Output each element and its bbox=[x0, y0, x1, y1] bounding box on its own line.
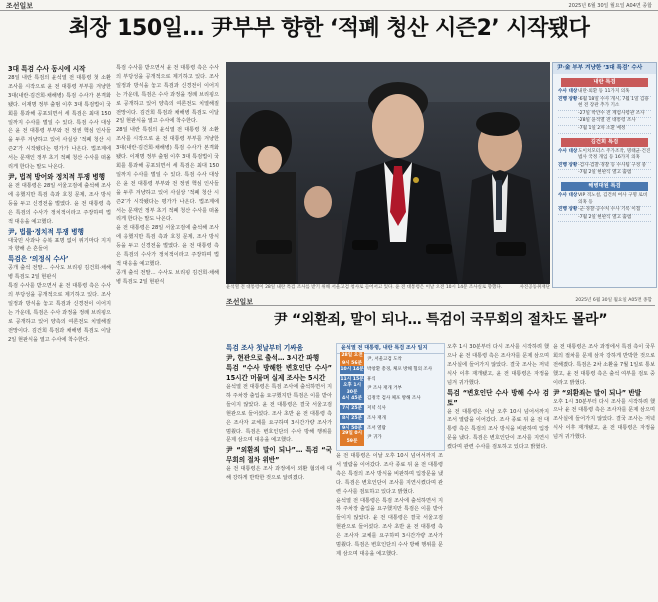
timeline-time: 11시 15분 bbox=[340, 376, 364, 382]
timeline-event: 尹, 서울고검 도착 bbox=[367, 357, 402, 362]
timeline-row bbox=[340, 405, 441, 413]
timeline-time: 8시 25분 bbox=[341, 415, 363, 421]
body-2: 윤 전 대통령은 28일 서울고검에 출석해 조사에 응했지만 특검 측과 호칭 문제, 조사 방식 등을 두고 신경전을 벌였다. 윤 전 대통령 측은 특검의 수사가 정치적이라고 주장하며 법적 대응을 예고했다. bbox=[8, 182, 111, 225]
sidebox-row: 수사 대상 내란·외환 등 11가지 의혹 bbox=[558, 89, 651, 97]
left-column-2 bbox=[116, 64, 219, 596]
body-2-continued: 윤 전 대통령은 28일 서울고검에 출석해 조사에 응했지만 특검 측과 호칭 문제, 조사 방식 등을 두고 신경전을 벌였다. 윤 전 대통령 측은 특검의 수사가 정치적이라고 주장하며 법적 대응을 예고했다. bbox=[116, 225, 219, 267]
timeline-event: 박창환 총경, 체포 방해 혐의 조사 bbox=[367, 366, 433, 372]
timeline-row bbox=[340, 366, 441, 374]
subhead-3: 尹, 법률·정치적 투쟁 병행 bbox=[8, 227, 84, 236]
timeline-event: 尹 귀가 bbox=[367, 435, 382, 441]
sidebox-row: 수사 대상 VIP 격노설, 김건희 여사 구명 로비 의혹 등 bbox=[558, 193, 651, 207]
body-4: 공개 출석 전말… 수사도 브리핑 김건희·채해병 특검도 2일 현판식 bbox=[8, 265, 111, 281]
article2-column-1 bbox=[226, 343, 332, 595]
sidebox-row: 진행 상황 -군·경찰·공수처 수사 기록 이첩 bbox=[558, 207, 651, 215]
a2-body-2: 윤 전 대통령은 조사 과정에서 외환 혐의에 대해 강하게 반박한 것으로 알려졌다. bbox=[226, 466, 332, 482]
sidebox-row: -7월 1일 2차 소환 예정 bbox=[558, 126, 651, 134]
timeline-event: 저녁 식사 bbox=[367, 405, 386, 411]
second-headline: 尹 “외환죄, 말이 되나… 특검이 국무회의 절차도 몰라” bbox=[273, 312, 608, 328]
timeline-event: 조서 열람 bbox=[367, 425, 386, 431]
a2-body-1: 윤석열 전 대통령은 특검 조사에 출석하면서 지하 주차장 출입을 요구했지만 특검은 이를 받아들이지 않았다. 윤 전 대통령은 결국 서울고검 현관으로 들어섰다. 조사 초반 윤 전 대통령 측은 조사자 교체를 요구하며 3시간가량 조사가 멈췄다. 특검은 변호인단의 수사 방해 행위를 문제 삼으며 대응을 예고했다. bbox=[226, 384, 332, 444]
group-header: 해병대원 특검 bbox=[561, 182, 648, 191]
a2-body-5: 윤 전 대통령은 이날 오후 10시 넘어서까지 조서 열람을 이어갔다. 조사 종료 뒤 윤 전 대통령 측은 특검의 조사 방식을 비판하며 입장문을 냈다. 특검은 변호인단이 조사를 지연시켰다며 관련 수사를 검토하고 있다고 밝혔다. bbox=[447, 408, 549, 451]
timeline-time: 오후 1시 30분 bbox=[340, 382, 364, 398]
timeline-event: 조사 재개 bbox=[367, 415, 386, 421]
timeline-event: 尹 조사 재개 거부 bbox=[367, 386, 402, 392]
a2-subhead-1: 특검 조사 첫날부터 기싸움 bbox=[226, 344, 303, 352]
main-photo bbox=[226, 62, 550, 284]
a2-subhead-5: 특검 “변호인단 수사 방해 수사 검토” bbox=[447, 388, 549, 407]
sidebox-title: 尹·金 부부 겨냥한 ‘3대 특검’ 수사 bbox=[553, 63, 656, 74]
body-5-continued: 특검 수사를 받으면서 윤 전 대통령 측은 수사의 부당성을 공개적으로 제기하고 있다. 조사 일정과 방식을 놓고 특검과 신경전이 이어지는 가운데, 특검은 수사 과정을 정례 브리핑으로 공개하고 있어 양측의 여론전도 치열해질 전망이다. 김건희 특검과 채해병 특검도 이달 2일 현판식을 열고 수사에 착수한다. bbox=[116, 65, 219, 125]
sidebox-row: 수사 대상 도이치모터스 주가조작, 명태균·건진법사 국정 개입 등 16가지 의혹 bbox=[558, 149, 651, 163]
timeline-row bbox=[340, 395, 441, 403]
left-column-1 bbox=[8, 64, 111, 596]
timeline-time: 7시 25분 bbox=[341, 405, 363, 411]
a2-subhead-2: 尹, 현관으로 출석… 3시간 파행 bbox=[226, 354, 320, 362]
special-counsel-sidebox bbox=[552, 62, 657, 288]
body-1: 28일 내란 특검의 윤석열 전 대통령 첫 소환 조사를 시작으로 윤 전 대통령 부부를 겨냥한 3대(내란·김건희·채해병) 특검 수사가 본격화됐다. 이재명 정부 출범 이후 3대 특검법이 국회를 통과해 공포되면서 세 특검은 최대 150일까지 수사를 벌일 수 있다. 특검 수사 대상은 윤 전 대통령 부부와 전 정권 핵심 인사들을 두루 겨냥하고 있어 사실상 ‘적폐 청산 시즌2’가 시작됐다는 평가가 나온다. 법조계에서는 문재인 정부 초기 적폐 청산 수사를 떠올리게 한다는 말도 나온다. bbox=[8, 75, 111, 171]
a2-body-7: 오후 1시 30분부터 다시 조사를 시작하려 했으나 윤 전 대통령 측은 조사자를 문제 삼으며 조사실에 들어가지 않았다. 결국 조사는 저녁 식사 이후 재개됐고, 윤 전 대통령은 자정을 넘겨 귀가했다. bbox=[553, 398, 655, 441]
subhead-4: 특검은 ‘의정식 수사’ bbox=[8, 255, 69, 264]
sidebox-group-kim bbox=[553, 138, 656, 178]
article2-column-4 bbox=[553, 343, 655, 595]
timeline-time: 10시 14분 bbox=[340, 366, 364, 372]
timeline-row bbox=[340, 382, 441, 396]
subhead-2: 尹, 법적 방어와 정치적 투쟁 병행 bbox=[8, 172, 106, 181]
body-5: 특검 수사를 받으면서 윤 전 대통령 측은 수사의 부당성을 공개적으로 제기하고 있다. 조사 일정과 방식을 놓고 특검과 신경전이 이어지는 가운데, 특검은 수사 과정을 정례 브리핑으로 공개하고 있어 양측의 여론전도 치열해질 전망이다. 김건희 특검과 채해병 특검도 이달 2일 현판식을 열고 수사에 착수한다. bbox=[8, 283, 111, 343]
timeline-row bbox=[340, 415, 441, 423]
photo-caption bbox=[226, 285, 550, 291]
a2-subhead-4: 尹 “외환죄 말이 되나”… 특검 “국무회의 절차 위반” bbox=[226, 446, 332, 465]
sidebox-row: -7월 2일 현판식 열고 출범 bbox=[558, 215, 651, 223]
body-1-continued: 28일 내란 특검의 윤석열 전 대통령 첫 소환 조사를 시작으로 윤 전 대통령 부부를 겨냥한 3대(내란·김건희·채해병) 특검 수사가 본격화됐다. 이재명 정부 출범 이후 3대 특검법이 국회를 통과해 공포되면서 세 특검은 최대 150일까지 수사를 벌일 수 있다. 특검 수사 대상은 윤 전 대통령 부부와 전 정권 핵심 인사들을 두루 겨냥하고 있어 사실상 ‘적폐 청산 시즌2’가 시작됐다는 평가가 나온다. 법조계에서는 문재인 정부 초기 적폐 청산 수사를 떠올리게 한다는 말도 나온다. bbox=[116, 127, 219, 223]
newspaper-logo: 조선일보 bbox=[6, 1, 34, 10]
body-4-continued: 공개 출석 전말… 수사도 브리핑 김건희·채해병 특검도 2일 현판식 bbox=[116, 269, 219, 285]
dateline: 2025년 6월 30일 월요일 A04면 종합 bbox=[568, 3, 652, 9]
timeline-row bbox=[340, 353, 441, 366]
article2-column-2 bbox=[336, 452, 443, 595]
timeline-time: 9시 50분 bbox=[341, 425, 363, 431]
schedule-timeline bbox=[336, 343, 445, 451]
a2-subhead-6: 尹 “외환죄는 말이 되나” 반발 bbox=[553, 388, 642, 397]
body-3: 대국민 사과나 승복 표명 없이 위기마다 지지자 향해 손 흔들어 bbox=[8, 237, 111, 253]
sidebox-group-insurrection bbox=[553, 78, 656, 134]
sidebox-row: -28일 윤석열 전 대통령 조사 bbox=[558, 118, 651, 126]
photo-illustration bbox=[226, 62, 550, 284]
group-header: 김건희 특검 bbox=[561, 138, 648, 147]
second-logo: 조선일보 bbox=[226, 297, 254, 306]
timeline-event: 휴식 bbox=[367, 376, 376, 382]
caption-text: 윤석열 전 대통령이 28일 내란 특검 조사를 받기 위해 서울고검 청사로 들어서고 있다. 윤 전 대통령은 이날 오전 10시 14분 조사실로 향했다. bbox=[226, 285, 503, 290]
timeline-time: 29일 0시 59분 bbox=[341, 431, 363, 445]
a2-body-3: 윤 전 대통령은 이날 오후 10시 넘어서까지 조서 열람을 이어갔다. 조사 종료 뒤 윤 전 대통령 측은 특검의 조사 방식을 비판하며 입장문을 냈다. 특검은 변호인단이 조사를 지연시켰다며 관련 수사를 검토하고 있다고 밝혔다. bbox=[336, 453, 443, 495]
timeline-time: 4시 45분 bbox=[341, 396, 363, 402]
sidebox-row: -7월 2일 현판식 열고 출범 bbox=[558, 170, 651, 178]
a2-body-4: 오후 1시 30분부터 다시 조사를 시작하려 했으나 윤 전 대통령 측은 조사자를 문제 삼으며 조사실에 들어가지 않았다. 결국 조사는 저녁 식사 이후 재개됐고, 윤 전 대통령은 자정을 넘겨 귀가했다. bbox=[447, 344, 549, 386]
timeline-row bbox=[340, 431, 441, 445]
timeline-time: 28일 오전 9시 56분 bbox=[341, 353, 363, 366]
sidebox-row: -27일 박안수 전 계엄사령관 조사 bbox=[558, 111, 651, 119]
a2-body-3b: 윤석열 전 대통령은 특검 조사에 출석하면서 지하 주차장 출입을 요구했지만 특검은 이를 받아들이지 않았다. 윤 전 대통령은 결국 서울고검 현관으로 들어섰다. 조사 초반 윤 전 대통령 측은 조사자 교체를 요구하며 3시간가량 조사가 멈췄다. 특검은 변호인단의 수사 방해 행위를 문제 삼으며 대응을 예고했다. bbox=[336, 497, 443, 557]
sidebox-row: 진행 상황 -6월 18일 수사 개시, 7월 1일 김용현 전 장관 추가 기소 bbox=[558, 97, 651, 111]
second-dateline: 2025년 6월 30일 월요일 A05면 종합 bbox=[575, 298, 652, 303]
a2-subhead-3: 특검 “수사 방해한 변호인단 수사” 15시간 머물며 실제 조사는 5시간 bbox=[226, 364, 332, 382]
photo-credit: 사진공동취재단 bbox=[519, 285, 550, 290]
subhead-1: 3대 특검 수사 동시에 시작 bbox=[8, 65, 86, 73]
article2-column-3 bbox=[447, 343, 549, 595]
main-headline: 최장 150일… 尹부부 향한 ‘적폐 청산 시즌2’ 시작됐다 bbox=[68, 16, 590, 41]
timeline-event: 김정국 검사 체포 방해 조사 bbox=[367, 396, 421, 402]
timeline-title: 윤석열 전 대통령, 내란 특검 조사 일지 bbox=[337, 344, 444, 354]
group-header: 내란 특검 bbox=[561, 78, 648, 87]
sidebox-row: 진행 상황 -검사·검찰·경찰 등 수사팀 구성 중 bbox=[558, 163, 651, 171]
a2-body-6: 윤 전 대통령은 조사 과정에서 특검 측이 국무회의 절차를 문제 삼자 강하게 반박한 것으로 전해졌다. 특검은 2차 소환을 7월 1일로 통보했고, 윤 전 대통령 측은 출석 여부를 검토 중이라고 밝혔다. bbox=[553, 344, 655, 386]
sidebox-group-marine bbox=[553, 182, 656, 222]
timeline-rows bbox=[337, 353, 444, 445]
